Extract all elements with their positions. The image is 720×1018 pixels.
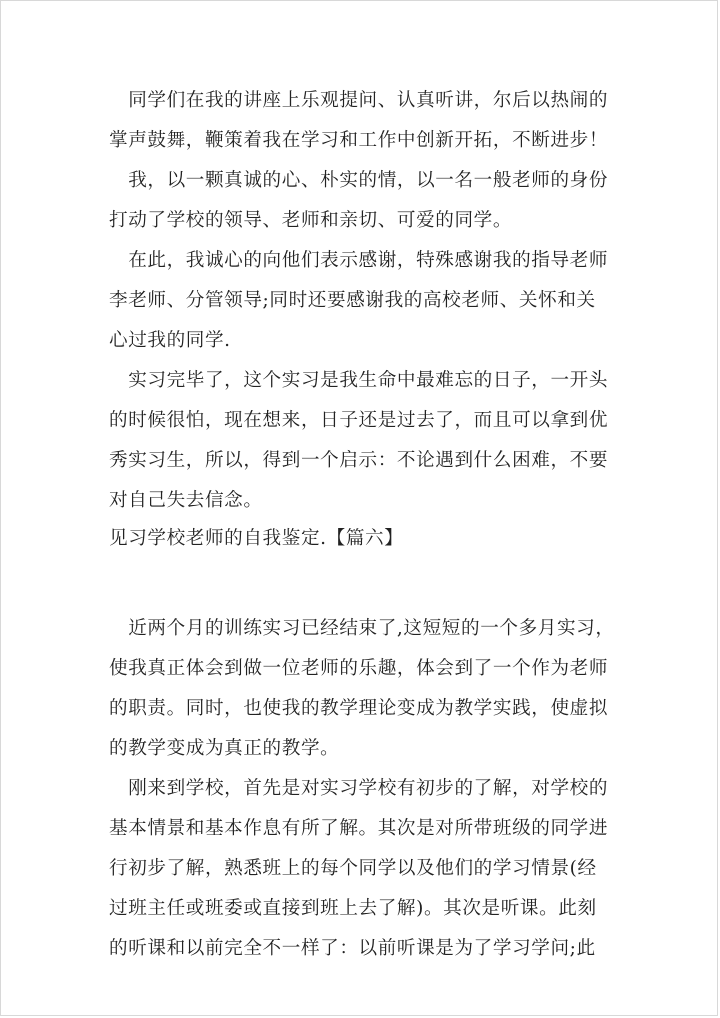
text-line: 实习完毕了，这个实习是我生命中最难忘的日子，一开头 (109, 370, 609, 391)
text-line: 在此，我诚心的向他们表示感谢，特殊感谢我的指导老师 (109, 250, 609, 271)
text-line: 使我真正体会到做一位老师的乐趣，体会到了一个作为老师 (109, 658, 609, 679)
text-line: 李老师、分管领导;同时还要感谢我的高校老师、关怀和关 (109, 290, 596, 311)
section-heading: 见习学校老师的自我鉴定.【篇六】 (109, 528, 404, 549)
text-line: 对自己失去信念。 (109, 490, 263, 511)
text-line: 基本情景和基本作息有所了解。其次是对所带班级的同学进 (109, 818, 609, 839)
text-line: 的教学变成为真正的教学。 (109, 738, 340, 759)
text-line: 我，以一颗真诚的心、朴实的情，以一名一般老师的身份 (109, 170, 609, 191)
text-line: 刚来到学校，首先是对实习学校有初步的了解，对学校的 (109, 778, 609, 799)
text-line: 同学们在我的讲座上乐观提问、认真听讲，尔后以热闹的 (109, 90, 609, 111)
text-line: 心过我的同学. (109, 330, 231, 351)
text-line: 近两个月的训练实习已经结束了,这短短的一个多月实习， (109, 618, 615, 639)
text-line: 过班主任或班委或直接到班上去了解)。其次是听课。此刻 (109, 898, 597, 919)
text-line: 打动了学校的领导、老师和亲切、可爱的同学。 (109, 210, 513, 231)
text-line: 的职责。同时，也使我的教学理论变成为教学实践，使虚拟 (109, 698, 609, 719)
text-line: 的时候很怕，现在想来，日子还是过去了，而且可以拿到优 (109, 410, 609, 431)
text-line: 掌声鼓舞，鞭策着我在学习和工作中创新开拓，不断进步！ (109, 130, 609, 151)
text-line: 秀实习生，所以，得到一个启示：不论遇到什么困难，不要 (109, 450, 609, 471)
text-line: 行初步了解，熟悉班上的每个同学以及他们的学习情景(经 (109, 858, 597, 879)
text-line: 的听课和以前完全不一样了：以前听课是为了学习学问;此 (109, 938, 596, 959)
